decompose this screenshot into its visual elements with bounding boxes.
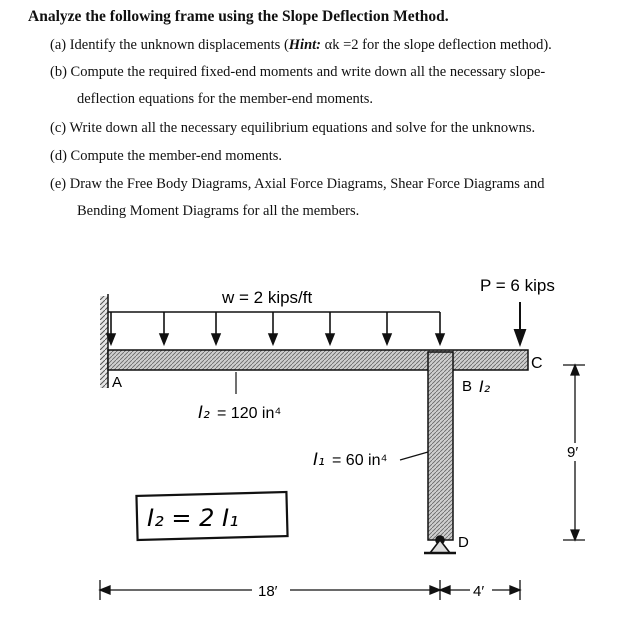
point-load-label: P = 6 kips [480, 276, 555, 295]
column-inertia-value: = 60 in⁴ [332, 452, 388, 469]
problem-title: Analyze the following frame using the Slope Deflection Method. [28, 8, 449, 25]
part-b-line-2: deflection equations for the member-end moments. [77, 91, 374, 107]
node-d-label: D [458, 534, 469, 551]
dimension-span-ab-label: 18′ [258, 583, 278, 600]
distributed-load-label: w = 2 kips/ft [222, 288, 313, 307]
column-bd [428, 352, 453, 540]
node-b-label: B [462, 378, 473, 395]
load-arrow [160, 312, 168, 344]
node-a-label: A [112, 374, 123, 391]
part-e-line-2: Bending Moment Diagrams for all the members. [77, 203, 360, 219]
load-arrow [326, 312, 334, 344]
node-b-inertia-note: I₂ [479, 377, 491, 396]
part-a-hint-label: Hint: [288, 37, 322, 53]
part-b-line-1: (b) Compute the required fixed-end moments and write down all the necessary slope- [50, 64, 546, 80]
point-load-arrow [515, 302, 525, 344]
load-arrow [383, 312, 391, 344]
column-inertia-leader [400, 452, 428, 460]
part-e-line-1: (e) Draw the Free Body Diagrams, Axial Force Diagrams, Shear Force Diagrams and [50, 176, 545, 192]
fixed-support-a [100, 296, 108, 388]
beam-abc [108, 350, 528, 370]
load-arrow [212, 312, 220, 344]
beam-inertia-value: = 120 in⁴ [217, 405, 282, 422]
node-c-label: C [531, 355, 543, 372]
distributed-load [107, 312, 444, 344]
column-inertia-symbol: I₁ [313, 450, 325, 470]
part-a-hint-value: αk =2 for the slope deflection method). [321, 37, 552, 53]
load-arrow [436, 312, 444, 344]
dimension-span-bc-label: 4′ [473, 583, 485, 600]
handwritten-relation: I₂ = 2 I₁ [147, 504, 239, 532]
part-c: (c) Write down all the necessary equilibrium equations and solve for the unknowns. [50, 120, 536, 136]
dimension-height-label: 9′ [567, 444, 579, 461]
part-d: (d) Compute the member-end moments. [50, 148, 283, 164]
dimension-horizontal [100, 580, 520, 600]
part-a-prefix: (a) Identify the unknown displacements ( [50, 37, 289, 53]
beam-inertia-symbol: I₂ [198, 403, 210, 423]
load-arrow [269, 312, 277, 344]
